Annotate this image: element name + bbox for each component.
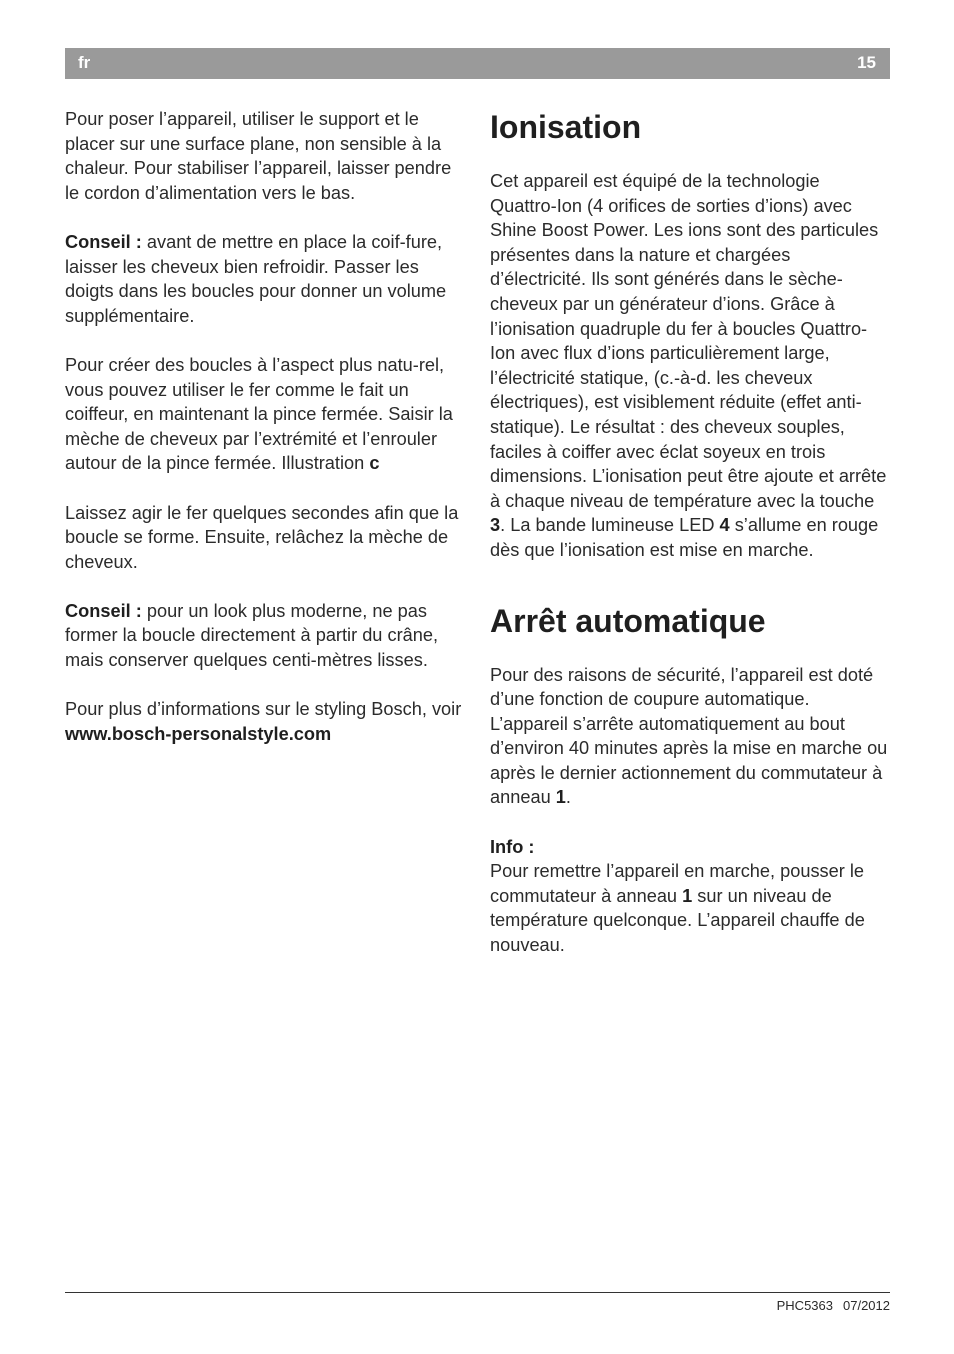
natural-curls-paragraph xyxy=(65,353,467,476)
tip-paragraph-2 xyxy=(65,599,467,673)
right-column xyxy=(490,107,890,958)
footer-divider xyxy=(65,1292,890,1293)
auto-off-paragraph: Pour des raisons de sécurité, l’appareil est doté d’une fonction de coupure automatique. L’appareil s’arrête automatiquement au bout d’environ 40 minutes après la mise en marche ou après le dernier actionnement du commutateur à anneau 1. xyxy=(490,664,888,808)
release-paragraph: Laissez agir le fer quelques secondes afin que la boucle se forme. Ensuite, relâchez la mèche de cheveux. xyxy=(65,502,459,572)
auto-off-heading: Arrêt automatique xyxy=(490,602,766,639)
page-header-bar xyxy=(65,48,890,79)
info-paragraph: Pour remettre l’appareil en marche, pousser le commutateur à anneau 1 sur un niveau de température quelconque. L’appareil chauffe de nouveau. xyxy=(490,861,865,956)
info-label: Info : xyxy=(490,836,535,857)
tip-label: Conseil : xyxy=(65,231,142,252)
language-code: fr xyxy=(78,53,91,72)
led-ref: 4 xyxy=(719,515,730,536)
website-link[interactable]: www.bosch-personalstyle.com xyxy=(65,723,332,744)
ring-switch-ref: 1 xyxy=(682,885,693,906)
ionisation-paragraph: Cet appareil est équipé de la technologie Quattro-Ion (4 orifices de sorties d’ions) avec Shine Boost Power. Les ions sont des particules présentes dans la nature et chargées d’électricité. Ils sont générés dans le sèche-cheveux par un générateur d’ions. Grâce à l’ionisation quadruple du fer à boucles Quattro-Ion avec flux d’ions particulièrement large, l’électricité statique, (c.-à-d. les cheveux électriques), est visiblement réduite (effet anti-statique). Le résultat : des cheveux souples, faciles à coiffer avec éclat soyeux en trois dimensions. L’ionisation peut être ajoute et arrête à chaque niveau de température avec la touche 3. La bande lumineuse LED 4 s’allume en rouge dès que l’ionisation est mise en marche. xyxy=(490,171,887,560)
ring-switch-ref: 1 xyxy=(555,787,566,808)
tip-text: avant de mettre en place la coif-fure, laisser les cheveux bien refroidir. Passer les doigts dans les boucles pour donner un volume supplémentaire. xyxy=(65,231,447,326)
tip-paragraph-1 xyxy=(65,230,467,328)
tip-text: pour un look plus moderne, ne pas former la boucle directement à partir du crâne, mais conserver quelques centi-mètres lisses. xyxy=(65,600,439,671)
key-ref: 3 xyxy=(490,515,501,536)
more-info-paragraph: Pour plus d’informations sur le styling Bosch, voir xyxy=(65,699,462,720)
ionisation-heading: Ionisation xyxy=(490,109,642,145)
edition-date: 07/2012 xyxy=(843,1298,890,1313)
page-number: 15 xyxy=(857,53,876,72)
natural-curls-text: Pour créer des boucles à l’aspect plus natu-rel, vous pouvez utiliser le fer comme le fait un coiffeur, en maintenant la pince fermée. Saisir la mèche de cheveux par l’extrémité et l’enrouler autour de la pince fermée. Illustration xyxy=(65,354,453,474)
illustration-ref: c xyxy=(369,453,380,474)
model-number: PHC5363 xyxy=(776,1298,833,1313)
tip-label: Conseil : xyxy=(65,600,142,621)
left-column xyxy=(65,107,467,746)
placement-paragraph: Pour poser l’appareil, utiliser le support et le placer sur une surface plane, non sensible à la chaleur. Pour stabiliser l’appareil, laisser pendre le cordon d’alimentation vers le bas. xyxy=(65,109,452,203)
footer xyxy=(777,1298,890,1313)
